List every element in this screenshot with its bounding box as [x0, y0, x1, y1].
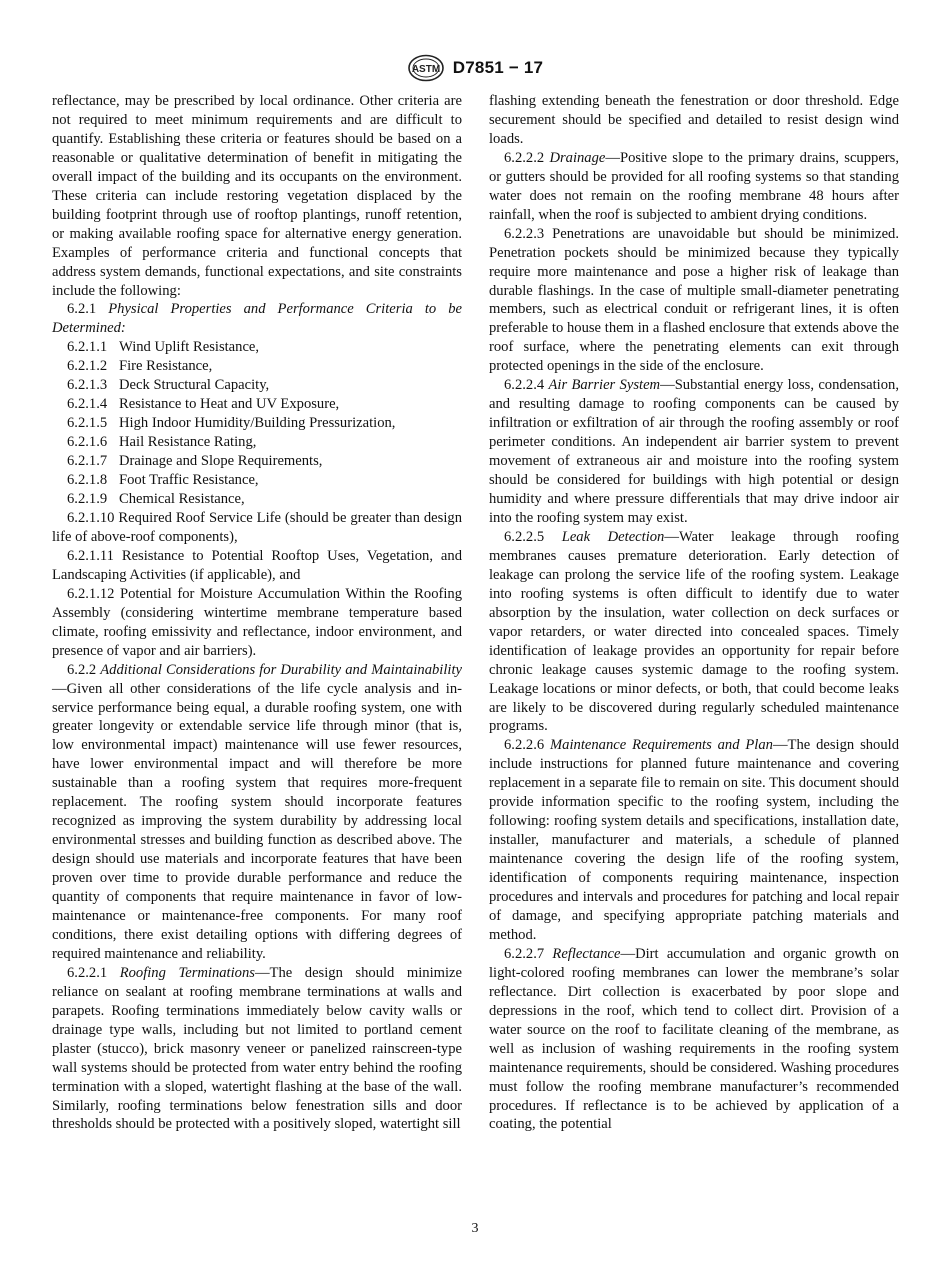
paragraph: flashing extending beneath the fenestration or door threshold. Edge securement should be specified and detailed to resist design wind loads. — [489, 93, 899, 147]
list-item: 6.2.1.6 Hail Resistance Rating, — [67, 434, 257, 451]
section-6-2-2-6: 6.2.2.6 Maintenance Requirements and Plan—The design should include instructions for planned future maintenance and covering replacement in a separate file to remain on site. This document should provide information specific to the roofing system, including the following: roofing system details and specifications, installation date, installer, manufacturer and materials, a schedule of planned maintenance covering the design life of the roofing system, identification of components requiring maintenance, inspection procedures and intervals and procedures for patching and local repair of damage, and specifying appropriate patching materials and method. — [489, 737, 899, 943]
right-column — [489, 92, 899, 1134]
svg-text:ASTM: ASTM — [411, 64, 440, 75]
paragraph: reflectance, may be prescribed by local ordinance. Other criteria are not required to meet minimum requirements and are difficult to quantify. Establishing these criteria or features should be based on a reasonable or qualitative determination of benefit in mitigating the overall impact of the building and its occupants on the environment. These criteria can include restoring vegetation displaced by the building footprint through use of rooftop plantings, runoff retention, or making available roofing space for alternative energy generation. Examples of performance criteria and functional concepts that address system demands, functional expectations, and site constraints include the following: — [52, 93, 462, 299]
section-6-2-2-5: 6.2.2.5 Leak Detection—Water leakage through roofing membranes causes premature deterioration. Early detection of leakage can prolong the service life of the roofing system. Leakage into roofing systems is often difficult to identify due to water absorption by the insulation, water collection on deck surfaces or vapor retarders, or water directed into concealed spaces. Timely identification of leakage provides an opportunity for repair before chronic leakage causes systemic damage to the roofing system. Leakage locations or minor defects, or both, that could become leaks are likely to be discovered during regularly scheduled maintenance programs. — [489, 528, 900, 735]
page-number: 3 — [471, 1221, 479, 1236]
page-header — [0, 54, 950, 82]
section-6-2-2-3: 6.2.2.3 Penetrations are unavoidable but should be minimized. Penetration pockets should be minimized because they typically require more maintenance and pose a higher risk of leakage than durable flashings. In the case of multiple small-diameter penetrating members, such as electrical conduit or refrigerant lines, it is often preferable to house them in a flashed enclosure that extends above the roof surface, where the penetrating elements can exit through protected openings in the side of the enclosure. — [489, 225, 899, 375]
list-item: 6.2.1.3 Deck Structural Capacity, — [67, 377, 270, 394]
list-item: 6.2.1.11 Resistance to Potential Rooftop Uses, Vegetation, and Landscaping Activities (if applicable), and — [52, 547, 462, 583]
list-item: 6.2.1.9 Chemical Resistance, — [67, 491, 245, 508]
section-6-2-2: 6.2.2 Additional Considerations for Durability and Maintainability—Given all other considerations of the life cycle analysis and in-service performance being equal, a durable roofing system, one with greater longevity or extendable service life through minor (that is, low environmental impact) maintenance will use fewer resources, have lower environmental impact and will therefore be more sustainable than a roofing system that requires more-frequent replacement. The roofing system should incorporate features recognized as improving the system durability by addressing local environmental stresses and building function as described above. The design should use materials and incorporate features that have been proven over time to provide durable performance and reduce the quantity of components that require maintenance in favor of low-maintenance or maintenance-free components. For many roof conditions, there exist detailing options with differing degrees of required maintenance and reliability. — [52, 661, 462, 962]
list-item: 6.2.1.1 Wind Uplift Resistance, — [67, 339, 260, 356]
left-column — [52, 92, 462, 1134]
document-designation: D7851 − 17 — [452, 58, 544, 77]
list-item: 6.2.1.5 High Indoor Humidity/Building Pressurization, — [67, 415, 396, 432]
section-6-2-2-4: 6.2.2.4 Air Barrier System—Substantial energy loss, condensation, and resulting damage to roofing components can be caused by infiltration or exfiltration of air through the roofing assembly or roof perimeter conditions. An independent air barrier system to prevent movement of extraneous air and moisture into the roofing system should be considered for buildings with high potential or design humidity and where pressure differentials that may drive indoor air into the roofing system may exist. — [489, 377, 899, 526]
list-item: 6.2.1.2 Fire Resistance, — [67, 358, 213, 375]
astm-logo-icon — [407, 54, 445, 82]
list-item: 6.2.1.7 Drainage and Slope Requirements, — [67, 453, 323, 470]
list-item: 6.2.1.8 Foot Traffic Resistance, — [67, 472, 259, 489]
section-6-2-2-2: 6.2.2.2 Drainage—Positive slope to the primary drains, scuppers, or gutters should be provided for all roofing systems so that standing water does not remain on the roofing membrane 48 hours after rainfall, when the roof is subjected to ambient drying conditions. — [489, 149, 899, 223]
section-6-2-2-1: 6.2.2.1 Roofing Terminations—The design should minimize reliance on sealant at roofing membrane terminations at walls and parapets. Roofing terminations immediately below cavity walls or drainage type walls, including but not limited to portland cement plaster (stucco), brick masonry veneer or panelized rainscreen-type wall systems should be protected from water entry behind the roofing termination with a sloped, watertight flashing at the base of the wall. Similarly, roofing terminations below fenestration sills and door thresholds should be protected with a positively sloped, watertight sill — [52, 964, 462, 1133]
list-item: 6.2.1.4 Resistance to Heat and UV Exposure, — [67, 396, 340, 413]
list-item: 6.2.1.10 Required Roof Service Life (should be greater than design life of above-roof components), — [52, 509, 462, 545]
section-6-2-1: 6.2.1 Physical Properties and Performance Criteria to be Determined: — [52, 301, 462, 337]
section-6-2-2-7: 6.2.2.7 Reflectance—Dirt accumulation and organic growth on light-colored roofing membranes can lower the membrane’s solar reflectance. Dirt collection is exacerbated by poor slope and depressions in the roof, which tend to collect dirt. Provision of a water source on the roof to facilitate cleaning of the membrane, as well as inclusion of washing requirements in the roofing system maintenance requirements, should be considered. Washing procedures must follow the roofing membrane manufacturer’s recommended procedures. If reflectance is to be achieved by application of a coating, the potential — [489, 945, 899, 1133]
list-item: 6.2.1.12 Potential for Moisture Accumulation Within the Roofing Assembly (considering wintertime membrane temperature based climate, roofing emissivity and reflectance, indoor environment, and presence of vapor and air barriers). — [52, 585, 462, 659]
